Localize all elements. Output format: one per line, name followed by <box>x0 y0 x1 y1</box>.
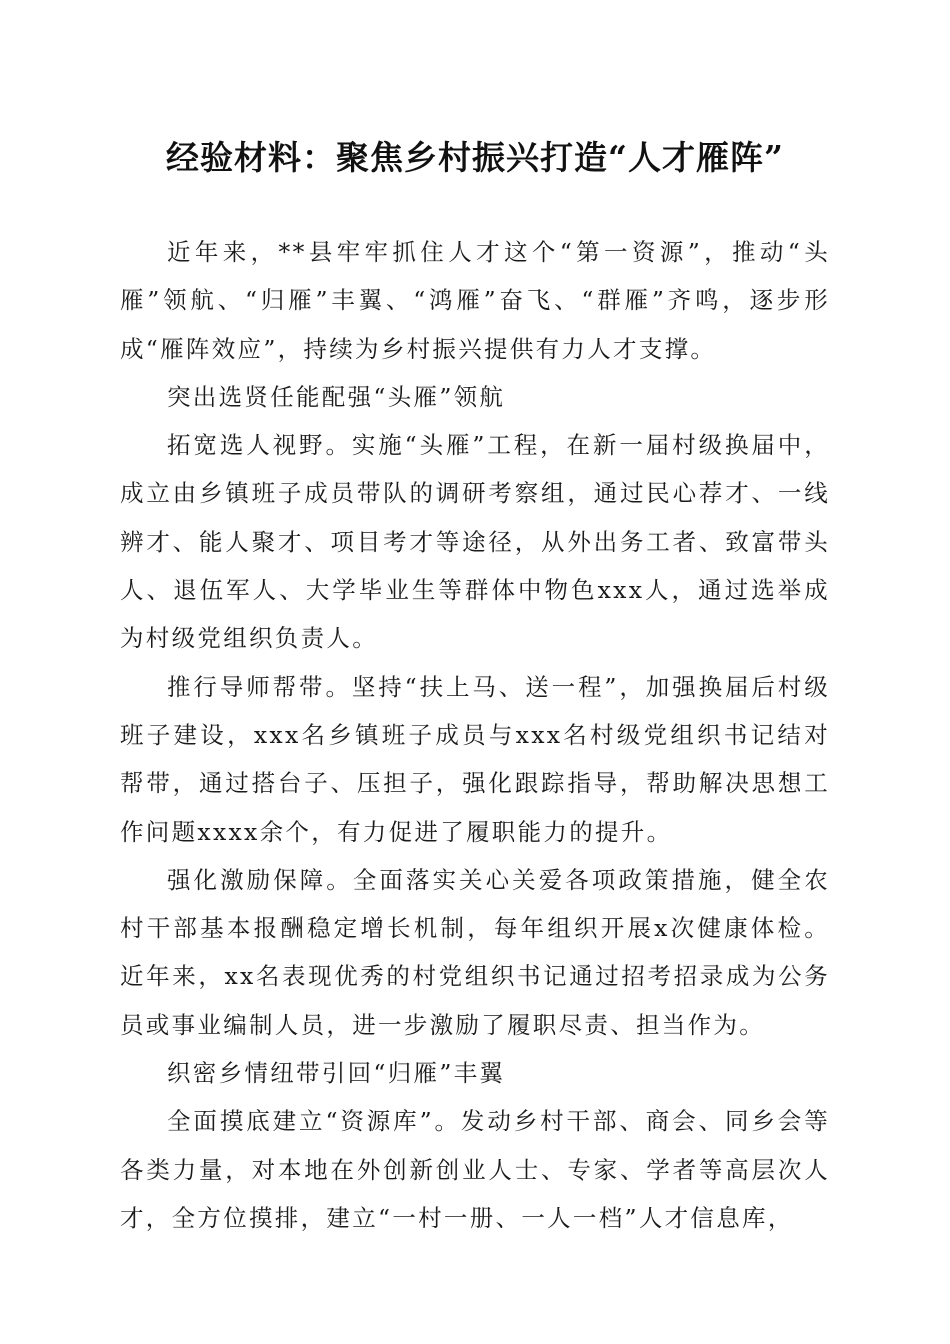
document-body <box>120 228 830 1242</box>
document-title: 经验材料：聚焦乡村振兴打造“人才雁阵” <box>166 138 784 177</box>
body-paragraph: 全面摸底建立“资源库”。发动乡村干部、商会、同乡会等各类力量，对本地在外创新创业人士、专家、学者等高层次人才，全方位摸排，建立“一村一册、一人一档”人才信息库， <box>120 1107 830 1232</box>
section-heading-returning-geese: 织密乡情纽带引回“归雁”丰翼 <box>167 1059 506 1088</box>
section-heading-lead-geese: 突出选贤任能配强“头雁”领航 <box>167 382 506 411</box>
body-paragraph: 推行导师帮带。坚持“扶上马、送一程”，加强换届后村级班子建设，xxx名乡镇班子成员与xxx名村级党组织书记结对帮带，通过搭台子、压担子，强化跟踪指导，帮助解决思想工作问题xxxx余个，有力促进了履职能力的提升。 <box>120 672 830 846</box>
body-paragraph: 强化激励保障。全面落实关心关爱各项政策措施，健全农村干部基本报酬稳定增长机制，每年组织开展x次健康体检。近年来，xx名表现优秀的村党组织书记通过招考招录成为公务员或事业编制人员，进一步激励了履职尽责、担当作为。 <box>120 865 830 1039</box>
intro-paragraph: 近年来，**县牢牢抓住人才这个“第一资源”，推动“头雁”领航、“归雁”丰翼、“鸿雁”奋飞、“群雁”齐鸣，逐步形成“雁阵效应”，持续为乡村振兴提供有力人才支撑。 <box>120 238 830 363</box>
body-paragraph: 拓宽选人视野。实施“头雁”工程，在新一届村级换届中，成立由乡镇班子成员带队的调研考察组，通过民心荐才、一线辨才、能人聚才、项目考才等途径，从外出务工者、致富带头人、退伍军人、大学毕业生等群体中物色xxx人，通过选举成为村级党组织负责人。 <box>120 431 830 653</box>
